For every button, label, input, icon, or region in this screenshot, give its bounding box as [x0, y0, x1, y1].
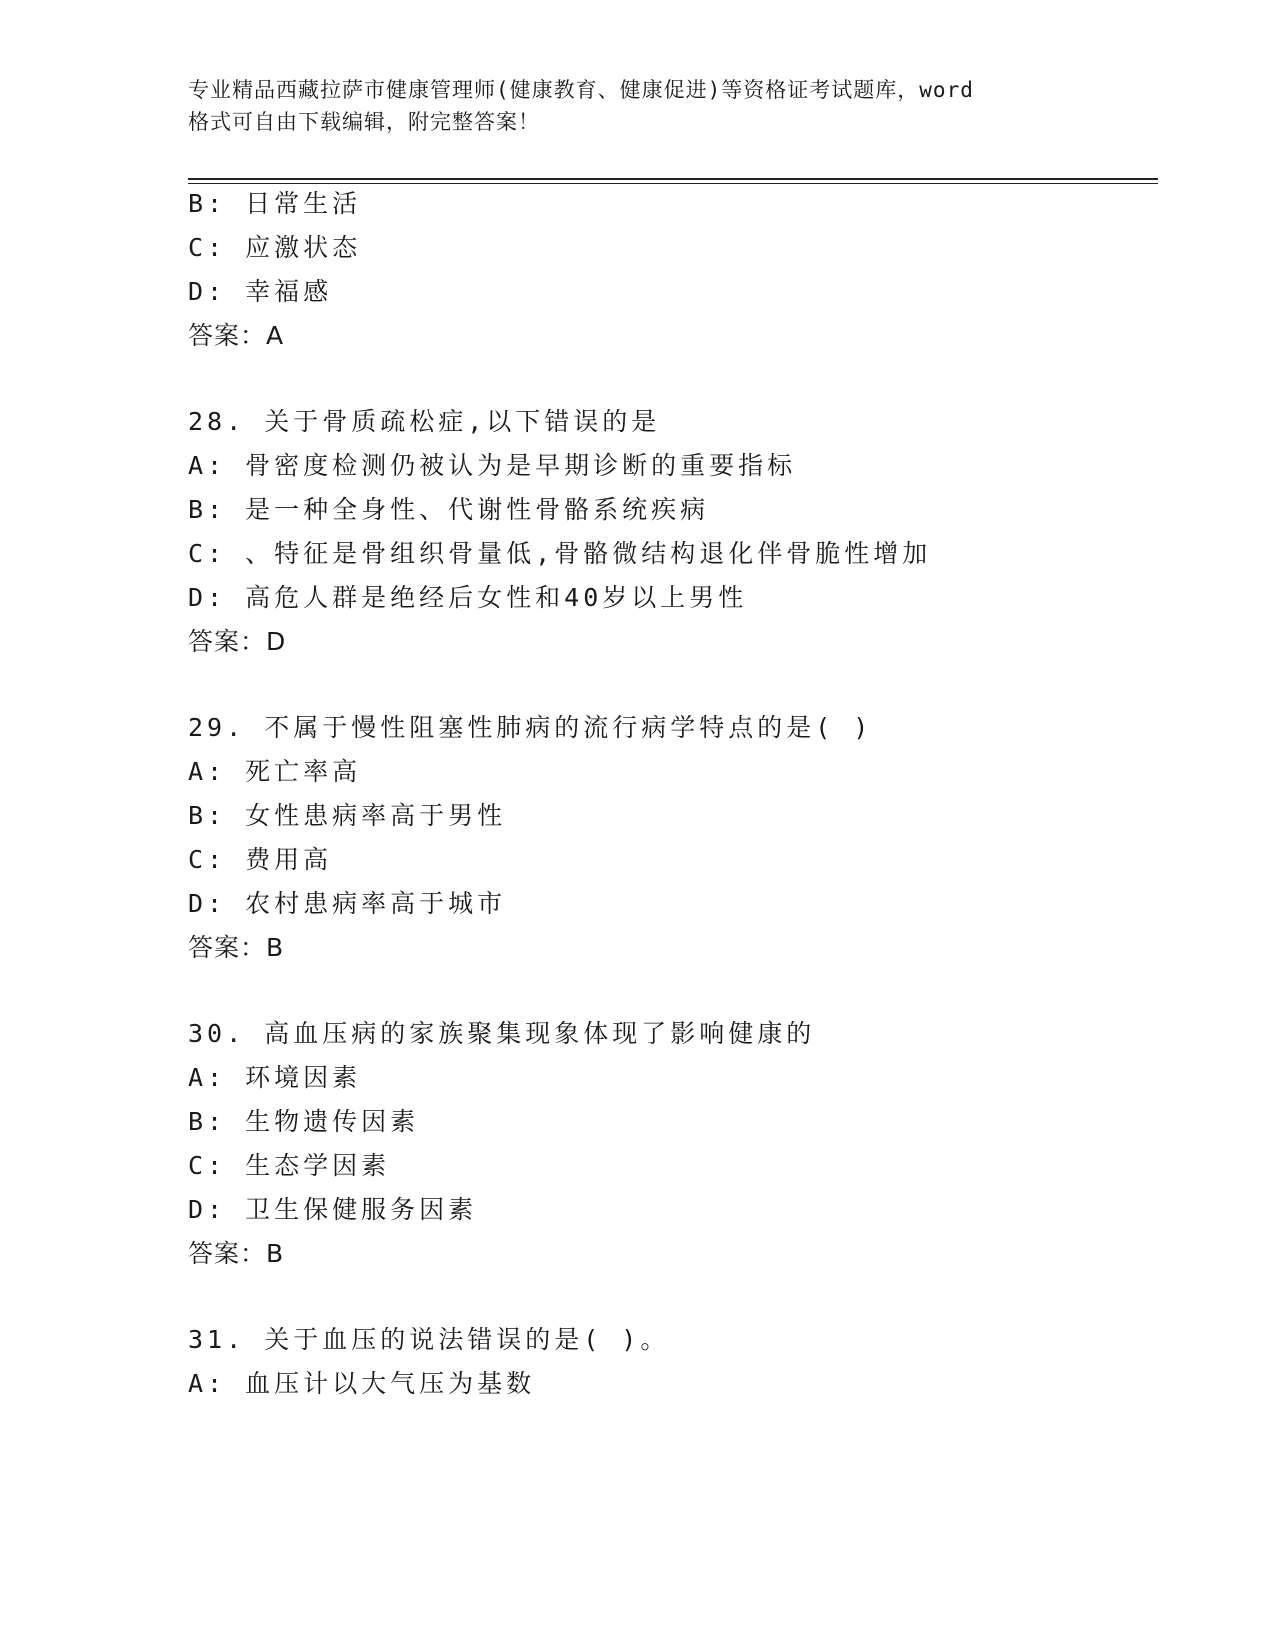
q27-option-d: D: 幸福感: [188, 277, 333, 306]
header-line-1: 专业精品西藏拉萨市健康管理师(健康教育、健康促进)等资格证考试题库，word: [188, 78, 974, 102]
q30-option-b: B: 生物遗传因素: [188, 1107, 420, 1136]
q30-question: 30. 高血压病的家族聚集现象体现了影响健康的: [188, 1019, 816, 1048]
q27-answer: 答案：A: [188, 321, 285, 350]
q28-option-b: B: 是一种全身性、代谢性骨骼系统疾病: [188, 495, 710, 524]
q29-option-b: B: 女性患病率高于男性: [188, 801, 507, 830]
q29-option-d: D: 农村患病率高于城市: [188, 889, 507, 918]
q29-answer: 答案：B: [188, 933, 285, 962]
q31-question: 31. 关于血压的说法错误的是( )。: [188, 1325, 670, 1354]
q28-option-a: A: 骨密度检测仍被认为是早期诊断的重要指标: [188, 451, 797, 480]
header-line-2: 格式可自由下载编辑，附完整答案！: [188, 110, 540, 134]
header-divider-thin: [188, 183, 1158, 184]
q29-option-c: C: 费用高: [188, 845, 333, 874]
q28-answer: 答案：D: [188, 627, 287, 656]
q30-option-c: C: 生态学因素: [188, 1151, 391, 1180]
q29-option-a: A: 死亡率高: [188, 757, 362, 786]
q27-option-c: C: 应激状态: [188, 233, 362, 262]
q31-option-a: A: 血压计以大气压为基数: [188, 1369, 536, 1398]
header-divider-thick: [188, 178, 1158, 180]
q30-option-a: A: 环境因素: [188, 1063, 362, 1092]
q28-option-c: C: 、特征是骨组织骨量低,骨骼微结构退化伴骨脆性增加: [188, 539, 932, 568]
document-header: [188, 74, 1088, 138]
q29-question: 29. 不属于慢性阻塞性肺病的流行病学特点的是( ): [188, 713, 873, 742]
q28-question: 28. 关于骨质疏松症,以下错误的是: [188, 407, 661, 436]
q27-option-b: B: 日常生活: [188, 189, 362, 218]
q28-option-d: D: 高危人群是绝经后女性和40岁以上男性: [188, 583, 748, 612]
q30-option-d: D: 卫生保健服务因素: [188, 1195, 478, 1224]
q30-answer: 答案：B: [188, 1239, 285, 1268]
